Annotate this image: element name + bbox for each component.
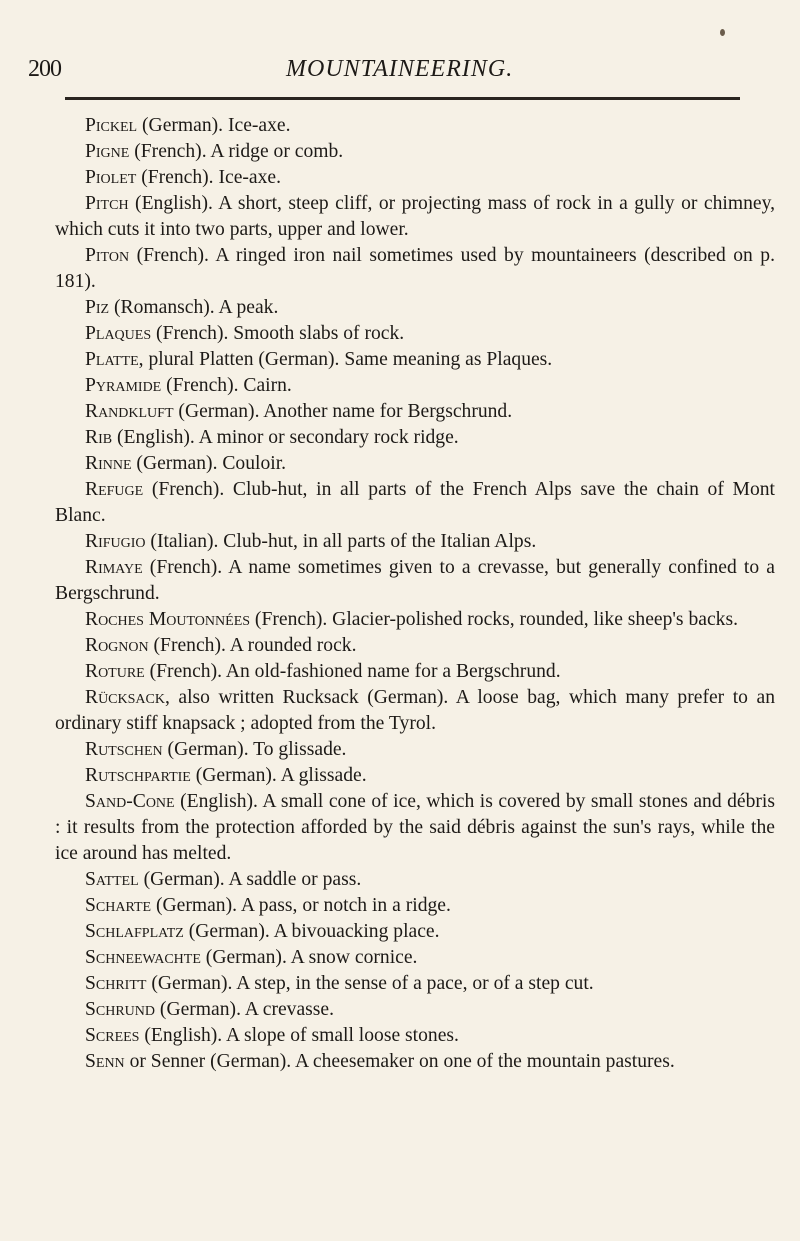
glossary-entry — [55, 399, 775, 425]
glossary-entry — [55, 425, 775, 451]
entry-definition: (Italian). Club-hut, in all parts of the Italian Alps. — [145, 531, 537, 552]
glossary-entry — [55, 763, 775, 789]
glossary-entry — [55, 529, 775, 555]
entry-term: Schritt — [85, 973, 147, 994]
glossary-entry — [55, 919, 775, 945]
entry-term: Rifugio — [85, 531, 146, 552]
entry-term: Senn — [85, 1051, 125, 1072]
entry-term: Rücksack — [85, 687, 165, 708]
entry-term: Randkluft — [85, 401, 174, 422]
entry-term: Piz — [85, 297, 110, 318]
entry-definition: or Senner (German). A cheesemaker on one of the mountain pastures. — [124, 1051, 675, 1072]
glossary-entry — [55, 295, 775, 321]
entry-definition: (German). A bivouacking place. — [183, 921, 440, 942]
header-rule — [65, 97, 740, 100]
entry-term: Piolet — [85, 167, 137, 188]
glossary-entry — [55, 113, 775, 139]
entry-definition: (German). To glissade. — [162, 739, 347, 760]
entry-term: Sand-Cone — [85, 791, 175, 812]
entry-term: Pigne — [85, 141, 130, 162]
entry-definition: (French). An old-fashioned name for a Bergschrund. — [144, 661, 561, 682]
glossary-entry — [55, 347, 775, 373]
glossary-entries — [55, 113, 775, 1075]
entry-term: Scharte — [85, 895, 152, 916]
entry-definition: (German). Couloir. — [131, 453, 287, 474]
glossary-entry — [55, 945, 775, 971]
glossary-entry — [55, 867, 775, 893]
entry-term: Schrund — [85, 999, 156, 1020]
entry-definition: (French). Glacier-polished rocks, rounded, like sheep's backs. — [250, 609, 738, 630]
entry-term: Roches Moutonnées — [85, 609, 251, 630]
glossary-entry — [55, 165, 775, 191]
glossary-entry — [55, 555, 775, 607]
entry-term: Pitch — [85, 193, 129, 214]
entry-term: Piton — [85, 245, 130, 266]
glossary-entry — [55, 893, 775, 919]
entry-term: Pyramide — [85, 375, 162, 396]
entry-definition: (German). A step, in the sense of a pace, or of a step cut. — [146, 973, 594, 994]
running-title: MOUNTAINEERING. — [286, 56, 514, 82]
entry-definition: (German). A glissade. — [190, 765, 367, 786]
glossary-entry — [55, 633, 775, 659]
entry-term: Rutschen — [85, 739, 163, 760]
glossary-entry — [55, 1023, 775, 1049]
entry-definition: (French). Club-hut, in all parts of the French Alps save the chain of Mont Blanc. — [55, 479, 775, 526]
ink-speck — [720, 29, 725, 36]
entry-definition: (French). A name sometimes given to a crevasse, but generally confined to a Bergschrund. — [55, 557, 775, 604]
entry-term: Pickel — [85, 115, 138, 136]
glossary-entry — [55, 997, 775, 1023]
entry-term: Rinne — [85, 453, 132, 474]
entry-definition: , plural Platten (German). Same meaning as Plaques. — [138, 349, 553, 370]
glossary-entry — [55, 1049, 775, 1075]
entry-definition: (German). Another name for Bergschrund. — [173, 401, 513, 422]
glossary-entry — [55, 477, 775, 529]
entry-definition: (Romansch). A peak. — [109, 297, 279, 318]
entry-term: Rognon — [85, 635, 149, 656]
entry-definition: (French). A ridge or comb. — [129, 141, 344, 162]
entry-definition: (French). Smooth slabs of rock. — [151, 323, 405, 344]
entry-definition: (German). A snow cornice. — [200, 947, 418, 968]
entry-term: Platte — [85, 349, 139, 370]
entry-definition: (German). A pass, or notch in a ridge. — [151, 895, 451, 916]
entry-term: Schneewachte — [85, 947, 201, 968]
glossary-entry — [55, 373, 775, 399]
page-number: 200 — [28, 56, 61, 82]
entry-term: Refuge — [85, 479, 144, 500]
entry-term: Rutschpartie — [85, 765, 191, 786]
glossary-entry — [55, 321, 775, 347]
entry-definition: (French). Ice-axe. — [136, 167, 282, 188]
entry-definition: (French). A rounded rock. — [148, 635, 357, 656]
entry-definition: (English). A slope of small loose stones. — [139, 1025, 459, 1046]
entry-definition: (French). Cairn. — [161, 375, 292, 396]
entry-definition: (English). A short, steep cliff, or projecting mass of rock in a gully or chimney, which cuts it into two parts, upper and lower. — [55, 193, 775, 240]
glossary-entry — [55, 139, 775, 165]
entry-definition: (English). A minor or secondary rock ridge. — [112, 427, 459, 448]
glossary-entry — [55, 659, 775, 685]
entry-term: Screes — [85, 1025, 140, 1046]
entry-definition: (German). A saddle or pass. — [138, 869, 362, 890]
page-header — [28, 56, 748, 86]
entry-definition: (German). Ice-axe. — [137, 115, 291, 136]
glossary-entry — [55, 971, 775, 997]
entry-term: Plaques — [85, 323, 152, 344]
entry-term: Rimaye — [85, 557, 143, 578]
glossary-entry — [55, 685, 775, 737]
entry-definition: (German). A crevasse. — [155, 999, 335, 1020]
entry-term: Rib — [85, 427, 113, 448]
glossary-entry — [55, 243, 775, 295]
glossary-entry — [55, 191, 775, 243]
entry-term: Roture — [85, 661, 145, 682]
entry-definition: (French). A ringed iron nail sometimes used by mountaineers (described on p. 181). — [55, 245, 775, 292]
glossary-entry — [55, 451, 775, 477]
entry-term: Schlafplatz — [85, 921, 184, 942]
entry-term: Sattel — [85, 869, 139, 890]
glossary-entry — [55, 607, 775, 633]
entry-definition: (English). A small cone of ice, which is covered by small stones and débris : it results from the protection afforded by the said débris against the sun's rays, while the ice around has melted. — [55, 791, 775, 864]
glossary-entry — [55, 737, 775, 763]
entry-definition: , also written Rucksack (German). A loose bag, which many prefer to an ordinary stiff knapsack ; adopted from the Tyrol. — [55, 687, 775, 734]
glossary-entry — [55, 789, 775, 867]
